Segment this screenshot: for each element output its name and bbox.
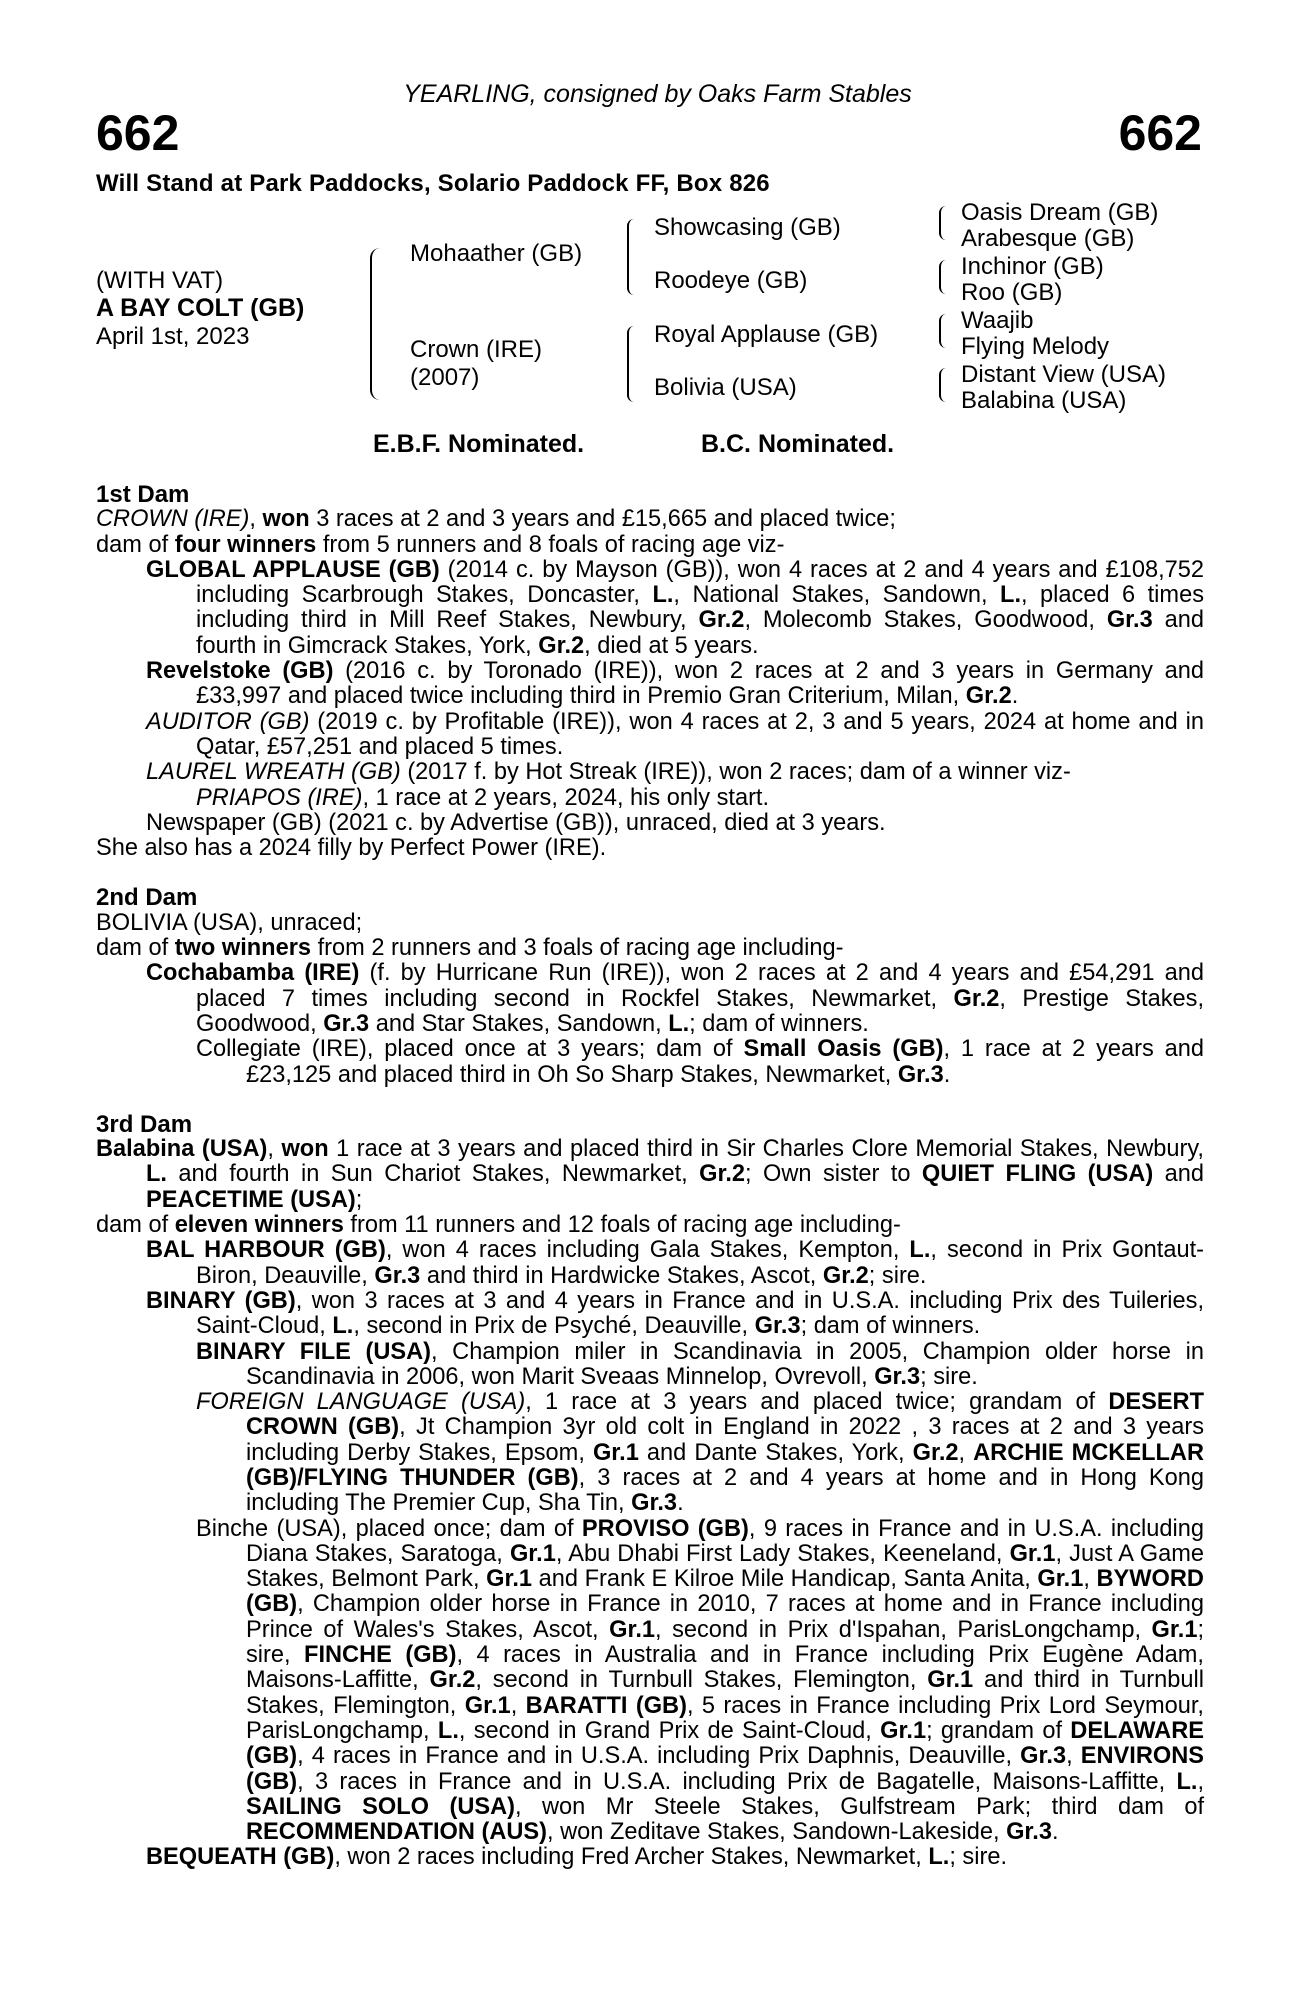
text-run: , placed 6 times including third in Mill Reef Stakes, Newbury, [196,582,1204,634]
text-run: , Molecomb Stakes, Goodwood, [744,607,1107,634]
text-run: , second in Turnbull Stakes, Flemington, [475,1667,928,1694]
text-run: , second in Grand Prix de Saint-Cloud, [458,1717,881,1744]
bold-text-run: PEACETIME (USA) [146,1186,356,1213]
text-run: , [510,1692,526,1719]
bold-text-run: Gr.2 [912,1439,959,1466]
produce-entry [96,1037,1204,1088]
text-run: , 4 races in France and in U.S.A. including Prix Daphnis, Deauville, [297,1743,1021,1770]
stand-location: Will Stand at Park Paddocks, Solario Paddock FF, Box 826 [96,170,770,197]
text-run: , second in Prix d'Ispahan, ParisLongchamp, [655,1616,1152,1643]
text-run: , 4 races in Australia and in France including Prix Eugène Adam, Maisons-Laffitte, [246,1642,1204,1694]
text-run: ; dam of winners. [689,1010,869,1037]
pedigree-brace-gen1 [370,248,384,400]
text-run: , 1 race at 3 years and placed twice; grandam of [525,1389,1109,1416]
pedigree-dam-year: (2007) [410,364,480,391]
produce-entry [96,786,1204,811]
bold-text-run: BYWORD (GB) [246,1566,1204,1618]
text-run: (2016 c. by Toronado (IRE)), won 2 races at 2 and 3 years in Germany and £33,997 and placed twice including third in Premio Gran Criterium, Milan, [196,658,1204,710]
bold-text-run: L. [146,1161,167,1188]
pedigree-dam-sire: Royal Applause (GB) [654,321,879,348]
text-run: , 3 races at 2 and 4 years at home and in Hong Kong including The Premier Cup, Sha Tin, [246,1464,1205,1517]
pedigree-g3-1: Oasis Dream (GB) [961,199,1159,226]
pedigree-brace-g3b [939,260,949,294]
bold-text-run: Gr.1 [464,1692,511,1719]
bold-text-run: L. [928,1844,950,1871]
text-run: from 11 runners and 12 foals of racing age including- [343,1212,901,1239]
bold-text-run: Gr.1 [1151,1616,1198,1643]
pedigree-brace-dam [627,326,638,402]
pedigree-sire-dam: Roodeye (GB) [654,267,808,294]
bold-text-run: BAL HARBOUR (GB) [146,1237,386,1264]
bold-text-run: Gr.3 [1106,607,1153,634]
italic-text-run: CROWN (IRE) [96,506,250,533]
bold-text-run: BARATTI (GB) [525,1692,687,1719]
bold-text-run: Gr.1 [609,1616,656,1643]
text-run: , National Stakes, Sandown, [673,582,1001,609]
second-dam-produce-summary [96,936,1204,961]
text-run: , 1 race at 2 years and £23,125 and placed third in Oh So Sharp Stakes, Newmarket, [246,1036,1205,1088]
ebf-nomination: E.B.F. Nominated. [373,430,585,458]
text-run: , 9 races in France and in U.S.A. including Diana Stakes, Saratoga, [246,1515,1204,1567]
text-run: , [249,506,263,533]
pedigree-g3-3: Inchinor (GB) [961,253,1104,280]
text-run: , died at 5 years. [584,632,759,659]
text-run: , won 4 races including Gala Stakes, Kempton, [385,1237,910,1264]
text-run: She also has a 2024 filly by Perfect Power (IRE). [96,835,607,862]
text-run: and fourth in Gimcrack Stakes, York, [196,607,1205,659]
text-run: (2019 c. by Profitable (IRE)), won 4 races at 2, 3 and 5 years, 2024 at home and in Qatar, £57,251 and placed 5 times. [196,708,1205,760]
text-run: , 5 races in France including Prix Lord Seymour, ParisLongchamp, [246,1692,1204,1744]
produce-entry [96,1238,1204,1289]
bold-text-run: ENVIRONS (GB) [246,1743,1204,1795]
bold-text-run: Gr.3 [874,1363,921,1390]
bold-text-run: Gr.3 [631,1490,678,1517]
text-run: , [1083,1566,1097,1593]
bold-text-run: Gr.2 [965,683,1012,710]
text-run: . [1051,1819,1059,1846]
first-dam-record [96,507,1204,532]
text-run: and third in Turnbull Stakes, Flemington, [246,1667,1204,1719]
text-run: , Champion miler in Scandinavia in 2005, Champion older horse in Scandinavia in 2006, won Marit Sveaas Minnelop, Ovrevoll, [246,1338,1205,1390]
bold-text-run: Revelstoke (GB) [146,658,334,685]
text-run: , second in Prix Gontaut-Biron, Deauville, [196,1237,1204,1289]
text-run: and Dante Stakes, York, [638,1439,913,1466]
bold-text-run: Gr.3 [1006,1819,1052,1846]
text-run: and third in Hardwicke Stakes, Ascot, [420,1262,823,1289]
text-run: , [1197,1768,1204,1795]
foaling-date: April 1st, 2023 [96,323,250,350]
text-run: 3 races at 2 and 3 years and £15,665 and placed twice; [309,506,896,533]
pedigree-g3-2: Arabesque (GB) [961,225,1135,252]
pedigree-brace-g3d [939,368,949,402]
pedigree-brace-sire [627,219,638,295]
bold-text-run: L. [652,582,674,609]
bold-text-run: DELAWARE (GB) [246,1717,1204,1770]
text-run: . [1011,683,1019,710]
produce-entry [96,659,1204,710]
pedigree-notes [96,482,1204,1871]
text-run: ; Own sister to [745,1161,922,1188]
bold-text-run: Gr.1 [1009,1540,1056,1567]
text-run: Binche (USA), placed once; dam of [196,1515,582,1542]
produce-entry [96,1289,1204,1340]
bold-text-run: Gr.3 [374,1262,421,1289]
text-run: , won 3 races at 3 and 4 years in France and in U.S.A. including Prix des Tuileries, Saint-Cloud, [196,1287,1205,1340]
bold-text-run: Balabina (USA) [96,1136,268,1163]
bold-text-run: DESERT CROWN (GB) [246,1389,1205,1441]
text-run: Newspaper (GB) (2021 c. by Advertise (GB)), unraced, died at 3 years. [146,809,886,836]
bold-text-run: Gr.1 [592,1439,639,1466]
text-run: from 5 runners and 8 foals of racing age viz- [316,531,785,558]
bold-text-run: ARCHIE MCKELLAR (GB)/FLYING THUNDER (GB) [246,1439,1204,1491]
produce-entry [96,558,1204,659]
bold-text-run: Gr.3 [897,1061,944,1088]
bold-text-run: won [281,1136,329,1163]
text-run: (2017 f. by Hot Streak (IRE)), won 2 races; dam of a winner viz- [400,759,1071,786]
text-run: dam of [96,1212,175,1239]
italic-text-run: LAUREL WREATH (GB) [146,759,401,786]
pedigree-brace-g3c [939,314,949,348]
produce-entry [96,710,1204,761]
bold-text-run: Gr.3 [754,1313,801,1340]
bold-text-run: BINARY (GB) [146,1287,296,1314]
first-dam-heading: 1st Dam [96,481,190,508]
pedigree-brace-g3a [939,206,949,240]
pedigree-g3-8: Balabina (USA) [961,387,1127,414]
text-run: ; [355,1186,363,1213]
pedigree-g3-4: Roo (GB) [961,279,1063,306]
bold-text-run: L. [909,1237,931,1264]
bold-text-run: L. [437,1717,459,1744]
bold-text-run: won [262,506,310,533]
bold-text-run: four winners [174,531,317,558]
text-run: , second in Prix de Psyché, Deauville, [353,1313,755,1340]
bold-text-run: Gr.1 [486,1566,533,1593]
text-run: Collegiate (IRE), placed once at 3 years; dam of [196,1036,744,1063]
bold-text-run: SAILING SOLO (USA) [246,1793,515,1820]
text-run: from 2 runners and 3 foals of racing age including- [311,935,844,962]
pedigree-g3-5: Waajib [961,307,1034,334]
produce-entry [96,961,1204,1037]
bold-text-run: L. [332,1313,354,1340]
text-run: and [1153,1161,1205,1188]
first-dam-note [96,836,1204,861]
text-run: . [943,1061,951,1088]
bold-text-run: eleven winners [174,1212,344,1239]
bold-text-run: Gr.2 [429,1667,476,1694]
bold-text-run: RECOMMENDATION (AUS) [246,1819,548,1846]
text-run: , [267,1136,282,1163]
bold-text-run: Gr.2 [699,1161,746,1188]
pedigree-sire: Mohaather (GB) [410,240,583,267]
third-dam-heading: 3rd Dam [96,1110,193,1138]
bold-text-run: QUIET FLING (USA) [921,1161,1154,1188]
text-run: ; sire, [246,1616,1205,1669]
first-dam-produce-summary [96,533,1204,558]
italic-text-run: AUDITOR (GB) [146,708,310,735]
produce-entry [96,1517,1204,1846]
lot-number-right: 662 [1118,105,1202,161]
bold-text-run: Small Oasis (GB) [743,1036,944,1063]
bold-text-run: L. [668,1010,690,1037]
bold-text-run: Gr.2 [698,607,745,634]
pedigree-sire-sire: Showcasing (GB) [654,214,841,241]
text-run: , [1066,1743,1081,1770]
page-subtitle: YEARLING, consigned by Oaks Farm Stables [403,80,912,108]
bold-text-run: GLOBAL APPLAUSE (GB) [146,556,440,583]
bold-text-run: Gr.2 [822,1262,869,1289]
text-run: , 1 race at 2 years, 2024, his only start. [362,784,770,811]
text-run: , Prestige Stakes, Goodwood, [196,985,1204,1037]
bold-text-run: Gr.1 [927,1667,974,1694]
text-run: 1 race at 3 years and placed third in Sir Charles Clore Memorial Stakes, Newbury, [328,1136,1204,1163]
text-run: , won 2 races including Fred Archer Stakes, Newmarket, [334,1844,929,1871]
bold-text-run: Gr.3 [323,1010,370,1037]
text-run: dam of [96,531,175,558]
bold-text-run: Cochabamba (IRE) [146,960,360,987]
produce-entry [96,811,1204,836]
text-run: , Champion older horse in France in 2010, 7 races at home and in France including Prince of Wales's Stakes, Ascot, [246,1591,1204,1643]
text-run: ; dam of winners. [800,1313,981,1340]
horse-name: A BAY COLT (GB) [96,294,305,322]
text-run: and Frank E Kilroe Mile Handicap, Santa Anita, [532,1566,1038,1593]
bc-nomination: B.C. Nominated. [701,430,895,458]
bold-text-run: L. [1000,582,1022,609]
bold-text-run: Gr.1 [509,1540,556,1567]
bold-text-run: two winners [174,935,312,962]
produce-entry [96,1845,1204,1870]
second-dam-heading: 2nd Dam [96,884,198,912]
italic-text-run: PRIAPOS (IRE) [196,784,363,811]
third-dam-produce-summary [96,1213,1204,1238]
bold-text-run: L. [1176,1768,1198,1795]
text-run: , Just A Game Stakes, Belmont Park, [246,1540,1204,1593]
bold-text-run: Gr.2 [953,985,1000,1012]
text-run: ; sire. [949,1844,1007,1871]
text-run: , 3 races in France and in U.S.A. including Prix de Bagatelle, Maisons-Laffitte, [297,1768,1177,1795]
third-dam-record [96,1137,1204,1213]
text-run: dam of [96,935,175,962]
text-run: , Jt Champion 3yr old colt in England in 2022 , 3 races at 2 and 3 years including Derby Stakes, Epsom, [246,1414,1204,1466]
produce-entry [96,1390,1204,1516]
pedigree-g3-7: Distant View (USA) [961,361,1166,388]
text-run: ; sire. [920,1363,978,1390]
bold-text-run: Gr.1 [1037,1566,1084,1593]
text-run: BOLIVIA (USA), unraced; [96,909,363,936]
pedigree-g3-6: Flying Melody [961,333,1110,360]
bold-text-run: Gr.1 [880,1717,927,1744]
bold-text-run: BINARY FILE (USA) [196,1338,432,1365]
text-run: , won Zeditave Stakes, Sandown-Lakeside, [547,1819,1007,1846]
bold-text-run: FINCHE (GB) [304,1642,457,1669]
text-run: (f. by Hurricane Run (IRE)), won 2 races at 2 and 4 years and £54,291 and placed 7 times including second in Rockfel Stakes, Newmarket, [196,960,1204,1012]
bold-text-run: Gr.3 [1020,1743,1067,1770]
text-run: (2014 c. by Mayson (GB)), won 4 races at 2 and 4 years and £108,752 including Scarbrough Stakes, Doncaster, [196,556,1204,609]
text-run: , won Mr Steele Stakes, Gulfstream Park; third dam of [515,1793,1204,1820]
text-run: , Abu Dhabi First Lady Stakes, Keeneland, [555,1540,1010,1567]
produce-entry [96,760,1204,785]
pedigree-dam-name: Crown (IRE) [410,336,543,363]
text-run: , [958,1439,974,1466]
bold-text-run: PROVISO (GB) [581,1515,749,1542]
bold-text-run: BEQUEATH (GB) [146,1844,335,1871]
text-run: . [677,1490,684,1517]
bold-text-run: Gr.2 [538,632,585,659]
produce-entry [96,1340,1204,1391]
text-run: ; grandam of [926,1717,1071,1744]
text-run: and fourth in Sun Chariot Stakes, Newmarket, [166,1161,700,1188]
second-dam-record [96,911,1204,936]
italic-text-run: FOREIGN LANGUAGE (USA) [196,1389,526,1416]
pedigree-dam-dam: Bolivia (USA) [654,374,797,401]
text-run: ; sire. [868,1262,927,1289]
vat-note: (WITH VAT) [96,267,224,294]
lot-number-left: 662 [96,105,180,161]
text-run: and Star Stakes, Sandown, [369,1010,669,1037]
